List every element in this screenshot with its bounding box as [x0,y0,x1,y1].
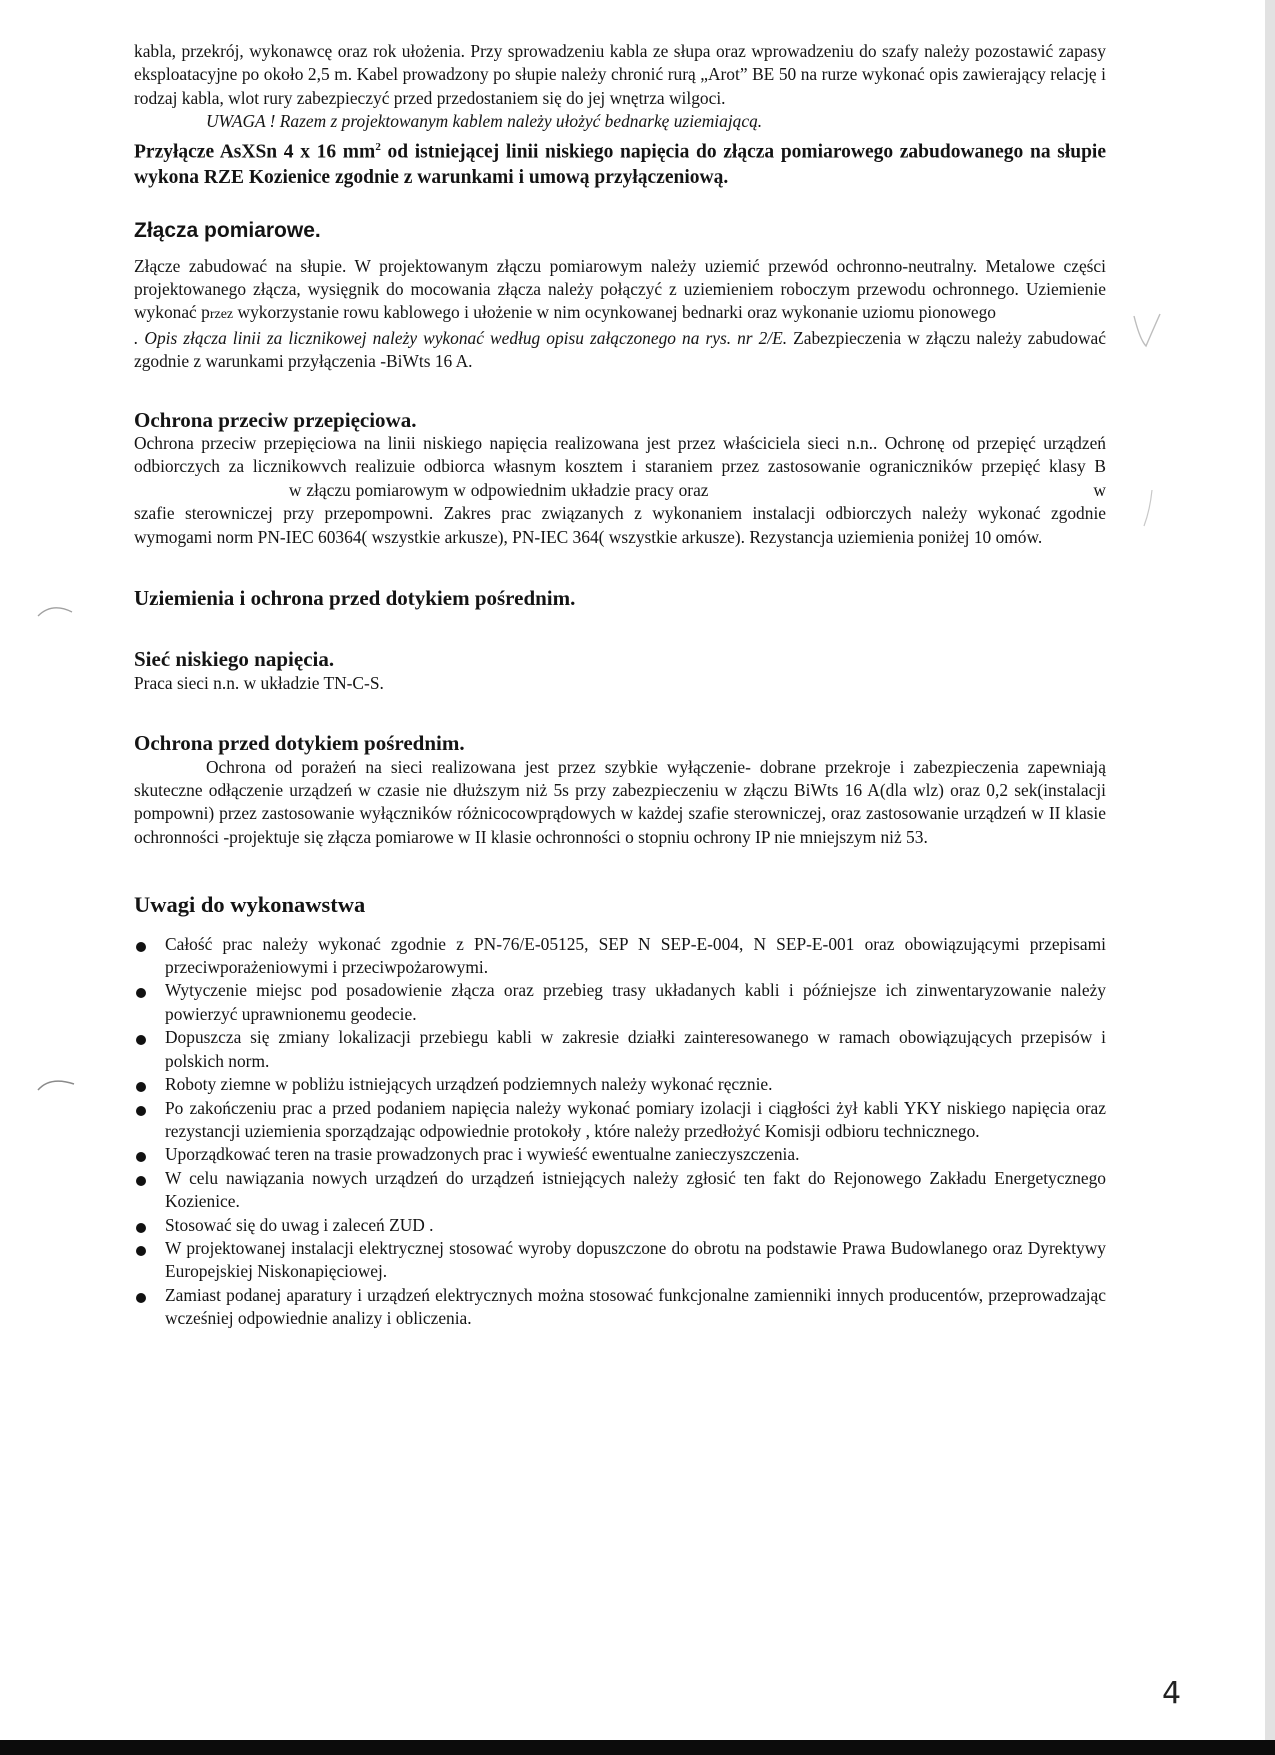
surge-text-4: w szafie sterowniczej przy przepompowni. Zakres prac związanych z wykonaniem instalacji odbiorczych należy wykonać zgodnie wymogami norm PN-IEC 60364( wszystkie arkusze), PN-IEC 364( wszystkie arkusze). Rezystancja uziemienia poniżej 10 omów. [134,479,1106,547]
remarks-item: W projektowanej instalacji elektrycznej stosować wyroby dopuszczone do obrotu na podstawie Prawa Budowlanego oraz Dyrektywy Europejskiej Niskonapięciowej. [134,1237,1106,1284]
connection-text-start: Przyłącze AsXSn 4 x 16 mm [134,141,376,163]
surge-heading: Ochrona przeciw przepięciowa. [134,407,417,432]
grounding-heading: Uziemienia i ochrona przed dotykiem pośrednim. [134,586,576,610]
remarks-item: W celu nawiązania nowych urządzeń do urządzeń istniejących należy zgłosić ten fakt do Rejonowego Zakładu Energetycznego Kozienice. [134,1167,1106,1214]
metering-text-1: Złącze zabudować na słupie. W projektowanym złączu pomiarowym należy uziemić przewód ochronno-neutralny. Metalowe części projektowanego złącza, wysięgnik do mocowania złącza należy połączyć z uziemieniem roboczym przewodu ochronnego. Uziemienie wykonać p [134,255,1106,323]
metering-paragraph [134,255,1106,374]
scan-edge-bottom [0,1740,1275,1755]
warning-note: UWAGA ! Razem z projektowanym kablem należy ułożyć bednarkę uziemiającą. [206,111,763,132]
low-voltage-heading: Sieć niskiego napięcia. [134,647,335,672]
document-page [134,40,1106,1331]
remarks-item: Stosować się do uwag i zaleceń ZUD . [134,1214,1106,1237]
margin-mark-line [1140,488,1156,528]
connection-text-end: od istniejącej linii niskiego napięcia do złącza pomiarowego zabudowanego na słupie wykona RZE Kozienice zgodnie z warunkami i umową przyłączeniową. [134,141,1107,189]
indirect-contact-heading: Ochrona przed dotykiem pośrednim. [134,731,465,756]
metering-text-2: wykorzystanie rowu kablowego i ułożenie w nim ocynkowanej bednarki oraz wykonanie uziomu pionowego [233,302,996,323]
metering-text-4: Zabezpieczenia w złączu należy zabudować zgodnie z warunkami przyłączenia -BiWts 16 A. [134,327,1106,372]
remarks-item: Uporządkować teren na trasie prowadzonych prac i wywieść ewentualne zanieczyszczenia. [134,1143,1106,1166]
connection-statement [134,134,1106,192]
surge-text-3: w złączu pomiarowym w odpowiednim układzie pracy oraz [284,479,709,500]
surge-text-2: realizuie odbiorca własnym kosztem i staraniem przez zastosowanie ograniczników przepięć klasy B [346,456,1106,477]
remarks-item: Po zakończeniu prac a przed podaniem napięcia należy wykonać pomiary izolacji i ciągłości żył kabli YKY niskiego napięcia oraz rezystancji uziemienia sporządzając odpowiednie protokoły , które należy przedłożyć Komisji odbioru technicznego. [134,1097,1106,1144]
indirect-contact-paragraph: Ochrona od porażeń na sieci realizowana jest przez szybkie wyłączenie- dobrane przekroje i zabezpieczenia zapewniają skuteczne odłączenie urządzeń w czasie nie dłuższym niż 5s przy zabezpieczeniu w złączu BiWts 16 A(dla wlz) oraz 0,2 sek(instalacji pompowni) przez zastosowanie wyłączników różnicocowprądowych w każdej szafie sterowniczej, oraz zastosowanie urządzeń w II klasie ochronności -projektuje się złącza pomiarowe w II klasie ochronności o stopniu ochrony IP nie mniejszym niż 53. [134,756,1106,847]
surge-paragraph [134,432,1106,549]
connection-superscript: 2 [375,140,381,153]
scan-edge-right [1265,0,1275,1755]
hole-punch-mark-upper [36,600,76,620]
page-number: 4 [1162,1676,1182,1711]
remarks-item: Wytyczenie miejsc pod posadowienie złącza oraz przebieg trasy układanych kabli i późniejsze ich zinwentaryzowanie należy powierzyć uprawnionemu geodecie. [134,979,1106,1026]
remarks-item: Zamiast podanej aparatury i urządzeń elektrycznych można stosować funkcjonalne zamienniki innych producentów, przeprowadzając wcześniej odpowiednie analizy i obliczenia. [134,1284,1106,1331]
remarks-item: Całość prac należy wykonać zgodnie z PN-76/E-05125, SEP N SEP-E-004, N SEP-E-001 oraz obowiązującymi przepisami przeciwporażeniowymi i przeciwpożarowymi. [134,933,1106,980]
surge-text-1: Ochrona przeciw przepięciowa na linii niskiego napięcia realizowana jest przez właściciela sieci n.n.. Ochronę od przepięć urządzeń odbiorczych za licznikowvch [134,432,1106,477]
remarks-heading: Uwagi do wykonawstwa [134,892,366,918]
metering-heading: Złącza pomiarowe. [134,219,321,243]
hole-punch-mark-lower [36,1074,78,1094]
metering-text-italic: . Opis złącza linii za licznikowej należy wykonać według opisu załączonego na rys. nr 2/E. [134,327,788,348]
intro-paragraph: kabla, przekrój, wykonawcę oraz rok ułożenia. Przy sprowadzeniu kabla ze słupa oraz wprowadzeniu do szafy należy pozostawić zapasy eksploatacyjne po około 2,5 m. Kabel prowadzony po słupie należy chronić rurą „Arot” BE 50 na rurze wykonać opis zawierający relację i rodzaj kabla, wlot rury zabezpieczyć przed przedostaniem się do jej wnętrza wilgoci. [134,41,1106,108]
remarks-item: Dopuszcza się zmiany lokalizacji przebiegu kabli w zakresie działki zainteresowanego w ramach obowiązujących przepisów i polskich norm. [134,1026,1106,1073]
remarks-item: Roboty ziemne w pobliżu istniejących urządzeń podziemnych należy wykonać ręcznie. [134,1073,1106,1096]
metering-text-cut: rzez [209,307,234,323]
remarks-list [134,933,1106,1331]
low-voltage-text: Praca sieci n.n. w układzie TN-C-S. [134,672,384,693]
margin-mark-check [1132,312,1162,352]
